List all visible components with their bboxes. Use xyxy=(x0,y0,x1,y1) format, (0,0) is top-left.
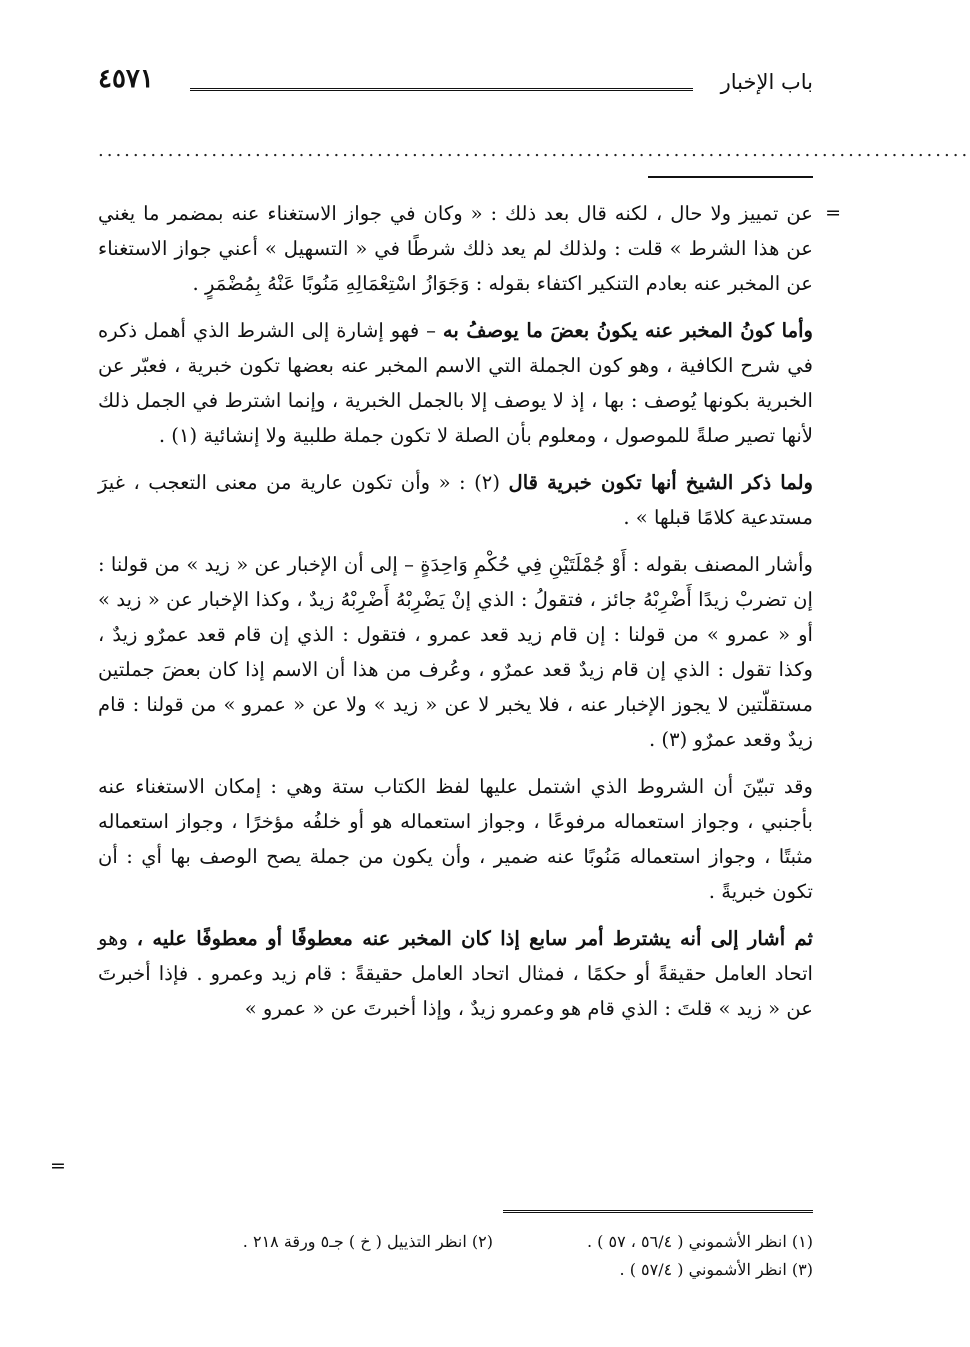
chapter-title: باب الإخبار xyxy=(720,70,813,94)
footnote-row xyxy=(98,1256,813,1284)
continuation-mark-top: = xyxy=(825,202,841,224)
continuation-mark-bottom: = xyxy=(50,1155,66,1177)
paragraph-5: وقد تبيّنَ أن الشروط الذي اشتمل عليها لفظ الكتاب ستة وهي : إمكان الاستغناء عنه بأجنبي ، وجواز استعماله مرفوعًا ، وجواز استعماله هو أو خلفُه مؤخرًا ، وجواز استعماله مثبتًا ، وجواز استعماله مَنُوبًا عنه ضمير ، وأن يكون من جملة يصح الوصف بها أي : أن تكون خبريةً . xyxy=(98,775,813,903)
footnote-1: (١) انظر الأشموني ( ٥٦/٤ ، ٥٧ ) . xyxy=(586,1232,813,1251)
paragraph-1: عن تمييز ولا حال ، لكنه قال بعد ذلك : « وكان في جواز الاستغناء عنه بمضمر ما يغني عن هذا الشرط » قلت : ولذلك لم يعد ذلك شرطًا في « التسهيل » أعني جواز الاستغناء عن المخبر عنه بعادم التنكير اكتفاء بقوله : وَجَوَازُ اسْتِعْمَالِهِ مَنُوبًا عَنْهُ بِمُضْمَرٍ . xyxy=(98,202,813,295)
paragraph-lead: وأما كونُ المخبر عنه يكونُ بعضَ ما يوصفُ به xyxy=(442,319,813,342)
footnote-row xyxy=(98,1228,813,1256)
paragraph-3: ولما ذكر الشيخ أنها تكون خبرية قال (٢) : « وأن تكون عارية من معنى التعجب ، غيرَ مستدعية كلامًا قبلها » . xyxy=(98,471,814,529)
header-rule xyxy=(190,88,693,91)
footnote-2: (٢) انظر التذييل ( خ ) جـ٥ ورقة ٢١٨ . xyxy=(242,1232,493,1251)
main-text xyxy=(98,196,813,1038)
footnote-3: (٣) انظر الأشموني ( ٥٧/٤ ) . xyxy=(619,1260,813,1279)
paragraph-lead: ثم أشار إلى أنه يشترط أمر سابع إذا كان المخبر عنه معطوفًا أو معطوفًا عليه ، xyxy=(136,927,813,950)
page-header xyxy=(98,66,813,106)
paragraph-6: ثم أشار إلى أنه يشترط أمر سابع إذا كان المخبر عنه معطوفًا أو معطوفًا عليه ، وهو اتحاد العامل حقيقةً أو حكمًا ، فمثال اتحاد العامل حقيقةً : قام زيد وعمرو . فإذا أخبرتَ عن « زيد » قلتَ : الذي قام هو وعمرو زيدٌ ، وإذا أخبرتَ عن « عمرو » xyxy=(98,927,813,1020)
footnotes-rule xyxy=(503,1210,813,1213)
paragraph-lead: ولما ذكر الشيخ أنها تكون خبرية قال xyxy=(508,471,814,494)
page-number: ٤٥٧١ xyxy=(98,64,154,94)
paragraph-2: وأما كونُ المخبر عنه يكونُ بعضَ ما يوصفُ به – فهو إشارة إلى الشرط الذي أهمل ذكره في شرح الكافية ، وهو كون الجملة التي الاسم المخبر عنه بعضها تكون خبرية ، فعبّر عن الخبرية بكونها يُوصف : بها ، إذ لا يوصف إلا بالجمل الخبرية ، وإنما اشترط في الجمل ذلك لأنها تصير صلةً للموصول ، ومعلوم بأن الصلة لا تكون جملة طلبية ولا إنشائية (١) . xyxy=(98,319,813,447)
footnotes xyxy=(98,1228,813,1284)
paragraph-4: وأشار المصنف بقوله : أَوْ جُمْلَتَيْنِ فِي حُكْمِ وَاحِدَةٍ – إلى أن الإخبار عن « زيد » من قولنا : إن تضربْ زيدًا أَضْرِبْهُ جائز ، فتقولُ : الذي إنْ يَضْرِبْهُ أَضْرِبْهُ زيدٌ ، وكذا الإخبار عن « زيد » أو « عمرو » من قولنا : إن قام زيد قعد عمرو ، فتقول : الذي إن قام قعد عمرٌو زيدٌ ، وكذا تقول : الذي إن قام زيدٌ قعد عمرٌو ، وعُرف من هذا أن الاسم إذا كان بعضَ جملتين مستقلّتين لا يجوز الإخبار عنه ، فلا يخبر لا عن « زيد » ولا عن « عمرو » من قولنا : قام زيدٌ وقعد عمرٌو (٣) . xyxy=(98,553,813,751)
dotted-separator: .................................................................................................... xyxy=(98,140,970,161)
footnote-continuation-rule xyxy=(648,176,813,178)
